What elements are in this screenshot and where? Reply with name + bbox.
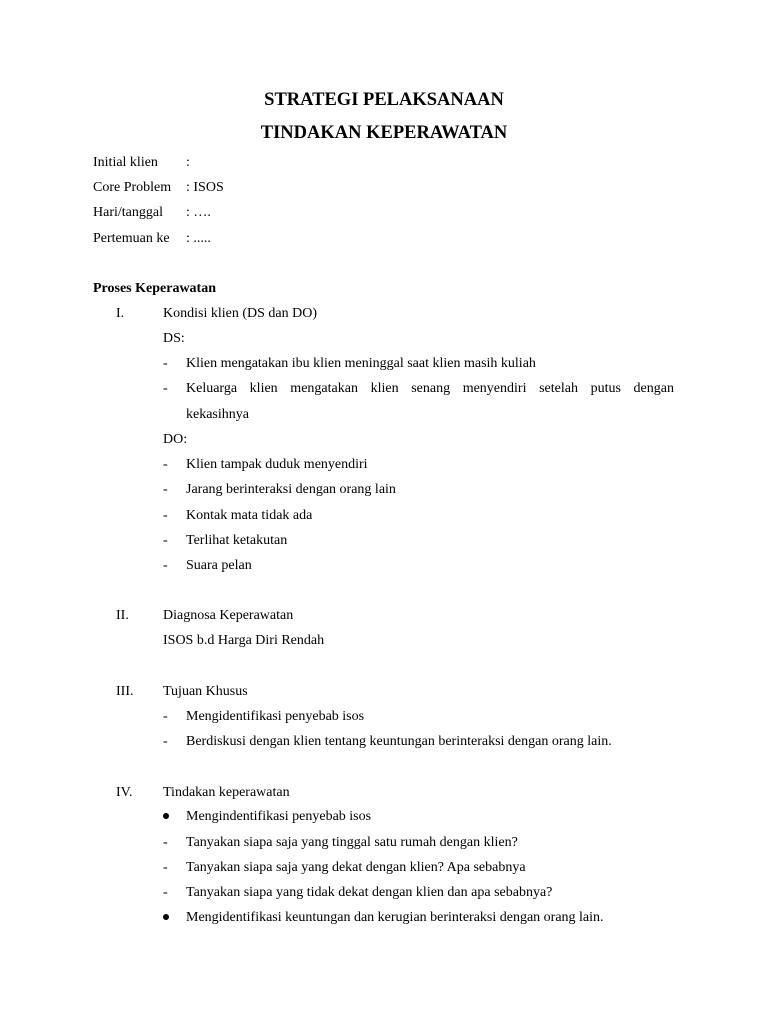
section-2-heading: Diagnosa Keperawatan	[163, 608, 294, 623]
ds-item-2: Keluarga klien mengatakan klien senang menyendiri setelah putus dengan	[186, 381, 674, 396]
dash-marker: -	[163, 709, 168, 724]
dash-marker: -	[163, 734, 168, 749]
do-item-5: Suara pelan	[186, 558, 252, 573]
hari-tanggal-label: Hari/tanggal	[93, 205, 163, 220]
do-item-2: Jarang berinteraksi dengan orang lain	[186, 482, 396, 497]
initial-klien-label: Initial klien	[93, 155, 158, 170]
tujuan-item-2: Berdiskusi dengan klien tentang keuntungan berinteraksi dengan orang lain.	[186, 734, 612, 749]
ds-item-2-continued: kekasihnya	[186, 407, 249, 422]
dash-marker: -	[163, 457, 168, 472]
tindakan-item-3: Tanyakan siapa saja yang dekat dengan klien? Apa sebabnya	[186, 860, 526, 875]
dash-marker: -	[163, 508, 168, 523]
ds-item-1: Klien mengatakan ibu klien meninggal saat klien masih kuliah	[186, 356, 536, 371]
diagnosa-text: ISOS b.d Harga Diri Rendah	[163, 633, 325, 648]
dash-marker: -	[163, 835, 168, 850]
tindakan-item-1: Mengindentifikasi penyebab isos	[186, 809, 372, 824]
section-1-number: I.	[116, 306, 125, 321]
tindakan-item-5: Mengidentifikasi keuntungan dan kerugian berinteraksi dengan orang lain.	[186, 910, 604, 925]
core-problem-value: : ISOS	[186, 180, 224, 195]
section-1-heading: Kondisi klien (DS dan DO)	[163, 306, 317, 321]
core-problem-label: Core Problem	[93, 180, 172, 195]
dash-marker: -	[163, 860, 168, 875]
do-item-4: Terlihat ketakutan	[186, 533, 288, 548]
pertemuan-value: : .....	[186, 231, 211, 246]
title-line-2: TINDAKAN KEPERAWATAN	[260, 123, 508, 143]
title-line-1: STRATEGI PELAKSANAAN	[264, 90, 504, 110]
section-4-number: IV.	[116, 785, 133, 800]
tindakan-item-2: Tanyakan siapa saja yang tinggal satu rumah dengan klien?	[186, 835, 518, 850]
tujuan-item-1: Mengidentifikasi penyebab isos	[186, 709, 365, 724]
pertemuan-label: Pertemuan ke	[93, 231, 170, 246]
dash-marker: -	[163, 482, 168, 497]
do-item-1: Klien tampak duduk menyendiri	[186, 457, 368, 472]
section-4-heading: Tindakan keperawatan	[163, 785, 290, 800]
section-3-number: III.	[116, 684, 134, 699]
hari-tanggal-value: : ….	[186, 205, 211, 220]
dash-marker: -	[163, 558, 168, 573]
tindakan-item-4: Tanyakan siapa yang tidak dekat dengan klien dan apa sebabnya?	[186, 885, 553, 900]
dash-marker: -	[163, 356, 168, 371]
ds-label: DS:	[163, 331, 185, 346]
initial-klien-value: :	[186, 155, 190, 170]
proses-heading: Proses Keperawatan	[93, 281, 216, 296]
section-3-heading: Tujuan Khusus	[163, 684, 248, 699]
dash-marker: -	[163, 533, 168, 548]
dash-marker: -	[163, 381, 168, 396]
do-label: DO:	[163, 432, 188, 447]
dash-marker: -	[163, 885, 168, 900]
bullet-icon	[163, 813, 169, 819]
section-2-number: II.	[116, 608, 129, 623]
do-item-3: Kontak mata tidak ada	[186, 508, 313, 523]
bullet-icon	[163, 914, 169, 920]
